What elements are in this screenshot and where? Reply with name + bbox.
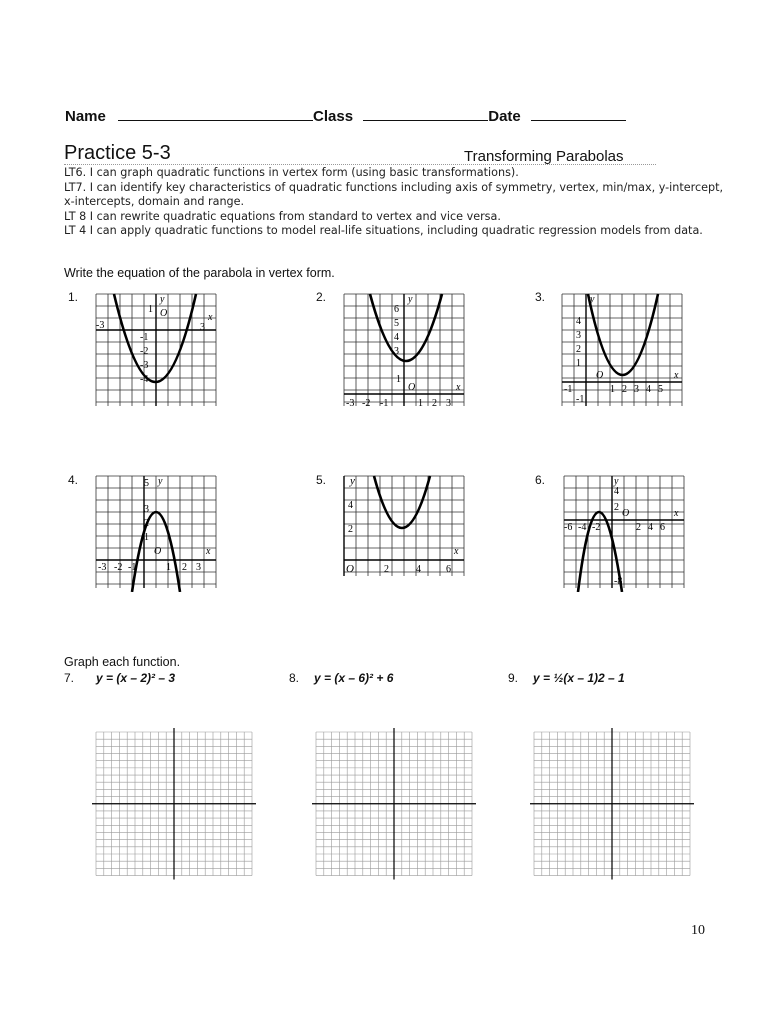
origin-label: O [160, 308, 168, 319]
page-title: Practice 5-3 [64, 142, 171, 164]
class-label: Class [313, 108, 354, 125]
tick-x-3: 3 [634, 384, 639, 395]
tick-x-6: 6 [446, 564, 451, 575]
y-axis-label: y [590, 294, 595, 305]
tick-x-2: 2 [432, 398, 437, 409]
class-field[interactable] [363, 106, 488, 121]
tick-y-neg1: -1 [576, 394, 585, 405]
graph-problem-5 [340, 472, 470, 582]
learning-target-lt6: LT6. I can graph quadratic functions in vertex form (using basic transformations). [64, 166, 519, 179]
tick-y-3: 3 [144, 504, 149, 515]
name-field[interactable] [118, 106, 313, 121]
tick-x-neg2: -2 [362, 398, 371, 409]
tick-y-3: 3 [576, 330, 581, 341]
problem-number-2: 2. [316, 290, 327, 304]
graph-problem-6 [560, 472, 690, 592]
tick-x-4: 4 [646, 384, 651, 395]
learning-target-lt7: LT7. I can identify key characteristics of quadratic functions including axis of symmetry, vertex, min/max, y-intercept, x-intercepts, domain and range. [64, 180, 724, 208]
problem-number-3: 3. [535, 290, 546, 304]
tick-x-1: 1 [610, 384, 615, 395]
blank-grid-7[interactable] [90, 724, 268, 888]
y-axis-label: y [158, 476, 163, 487]
tick-x-6: 6 [660, 522, 665, 533]
origin-label: O [154, 546, 162, 557]
tick-y-neg8: -8 [614, 576, 623, 587]
tick-x-2: 2 [182, 562, 187, 573]
name-class-date-row [65, 106, 626, 125]
graph-problem-4 [92, 472, 222, 592]
learning-target-lt4: LT 4 I can apply quadratic functions to model real-life situations, including quadratic regression models from data. [64, 224, 703, 237]
x-axis-label: x [456, 382, 461, 393]
problem-number-1: 1. [68, 290, 79, 304]
problem-number-9: 9. [508, 671, 519, 685]
blank-grid-8[interactable] [310, 724, 488, 888]
section2-instruction: Graph each function. [64, 655, 181, 669]
tick-y-2: 2 [144, 518, 149, 529]
tick-x-4: 4 [648, 522, 653, 533]
tick-x-neg2: -2 [114, 562, 123, 573]
x-axis-label: x [206, 546, 211, 557]
x-axis-label: x [208, 312, 213, 323]
tick-y-5: 5 [144, 478, 149, 489]
tick-x-neg3: -3 [96, 320, 105, 331]
function-8: y = (x – 6)² + 6 [314, 671, 394, 685]
name-label: Name [65, 108, 106, 125]
date-label: Date [488, 108, 521, 125]
tick-y-1: 1 [144, 532, 149, 543]
tick-y-2: 2 [614, 502, 619, 513]
origin-label: O [622, 508, 630, 519]
tick-y-6: 6 [394, 304, 399, 315]
blank-grid-9[interactable] [528, 724, 706, 888]
tick-y-neg3: -3 [140, 360, 149, 371]
problem-number-7: 7. [64, 671, 75, 685]
tick-x-neg3: -3 [346, 398, 355, 409]
tick-x-neg1: -1 [380, 398, 389, 409]
graph-problem-2 [340, 290, 470, 410]
tick-x-neg1: -1 [128, 562, 137, 573]
x-axis-label: x [674, 370, 679, 381]
tick-y-1: 1 [148, 304, 153, 315]
tick-x-neg4: -4 [578, 522, 587, 533]
tick-x-3: 3 [446, 398, 451, 409]
function-7: y = (x – 2)² – 3 [96, 671, 176, 685]
problem-number-8: 8. [289, 671, 300, 685]
graph-problem-3 [558, 290, 688, 410]
y-axis-label: y [160, 294, 165, 305]
origin-label: O [346, 563, 354, 575]
problem-number-6: 6. [535, 473, 546, 487]
tick-x-3: 3 [196, 562, 201, 573]
tick-y-neg2: -2 [140, 346, 149, 357]
page-topic: Transforming Parabolas [464, 148, 624, 165]
tick-y-2: 2 [348, 524, 353, 535]
learning-targets [64, 166, 724, 239]
tick-y-3: 3 [394, 346, 399, 357]
function-9: y = ½(x – 1)2 – 1 [533, 671, 625, 685]
page-number: 10 [691, 923, 705, 938]
tick-x-1: 1 [166, 562, 171, 573]
tick-x-2: 2 [384, 564, 389, 575]
tick-y-4: 4 [348, 500, 353, 511]
y-axis-label: y [350, 475, 355, 487]
tick-x-1: 1 [418, 398, 423, 409]
y-axis-label: y [614, 476, 619, 487]
tick-y-4: 4 [576, 316, 581, 327]
tick-y-neg4: -4 [140, 374, 149, 385]
section1-instruction: Write the equation of the parabola in vertex form. [64, 266, 335, 280]
date-field[interactable] [531, 106, 626, 121]
tick-y-4: 4 [614, 486, 619, 497]
tick-y-4: 4 [394, 332, 399, 343]
x-axis-label: x [454, 546, 459, 557]
tick-x-neg2: -2 [592, 522, 601, 533]
tick-x-4: 4 [416, 564, 421, 575]
tick-y-5: 5 [394, 318, 399, 329]
tick-y-1: 1 [576, 358, 581, 369]
origin-label: O [408, 382, 416, 393]
tick-x-neg3: -3 [98, 562, 107, 573]
problem-number-5: 5. [316, 473, 327, 487]
tick-x-5: 5 [658, 384, 663, 395]
tick-x-2: 2 [636, 522, 641, 533]
x-axis-label: x [674, 508, 679, 519]
y-axis-label: y [408, 294, 413, 305]
tick-x-3: 3 [200, 322, 205, 333]
problem-number-4: 4. [68, 473, 79, 487]
tick-x-2: 2 [622, 384, 627, 395]
graph-problem-1 [92, 290, 222, 410]
tick-y-neg1: -1 [140, 332, 149, 343]
learning-target-lt8: LT 8 I can rewrite quadratic equations from standard to vertex and vice versa. [64, 209, 501, 223]
tick-y-1: 1 [396, 374, 401, 385]
origin-label: O [596, 370, 604, 381]
tick-x-neg6: -6 [564, 522, 573, 533]
tick-x-neg1: -1 [564, 384, 573, 395]
tick-y-2: 2 [576, 344, 581, 355]
